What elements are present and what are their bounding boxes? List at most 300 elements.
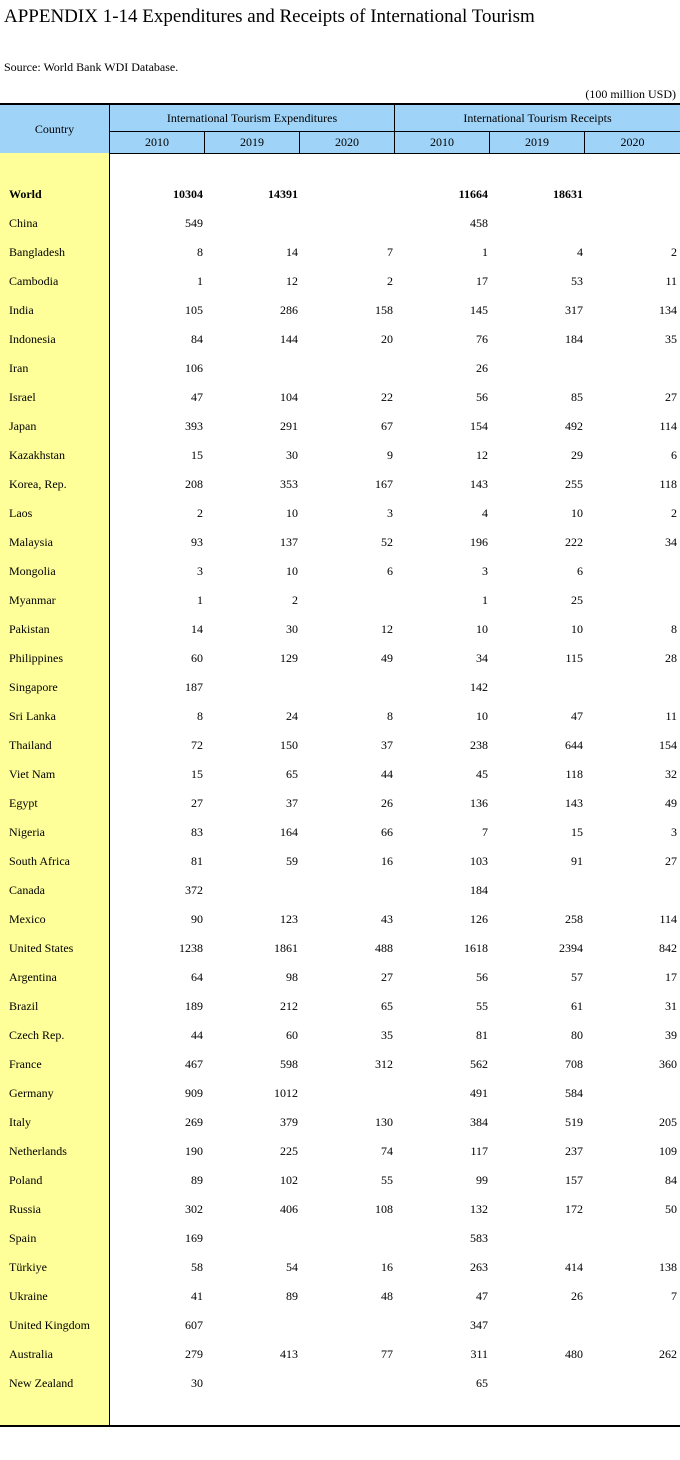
expenditure-2010-cell: 44 xyxy=(191,1028,203,1042)
expenditure-2010-cell: 105 xyxy=(185,303,203,317)
receipt-2020-cell: 27 xyxy=(665,854,677,868)
expenditure-2020-cell: 158 xyxy=(375,303,393,317)
country-name: Italy xyxy=(9,1115,31,1129)
receipt-2010-cell: 99 xyxy=(476,1173,488,1187)
expenditure-2010-cell: 8 xyxy=(197,709,203,723)
table-row xyxy=(0,412,680,441)
expenditure-2010-cell: 81 xyxy=(191,854,203,868)
source-note: Source: World Bank WDI Database. xyxy=(4,60,179,74)
header-exp-year-2019: 2019 xyxy=(205,131,300,153)
country-name: South Africa xyxy=(9,854,70,868)
expenditure-2019-cell: 2 xyxy=(292,593,298,607)
expenditure-2020-cell: 49 xyxy=(381,651,393,665)
expenditure-2010-cell: 1238 xyxy=(179,941,203,955)
receipt-2019-cell: 53 xyxy=(571,274,583,288)
receipt-2019-cell: 61 xyxy=(571,999,583,1013)
receipt-2010-cell: 142 xyxy=(470,680,488,694)
table-row xyxy=(0,876,680,905)
table-row xyxy=(0,847,680,876)
table-row xyxy=(0,789,680,818)
receipt-2010-cell: 136 xyxy=(470,796,488,810)
tourism-table xyxy=(0,103,680,1427)
country-name: Australia xyxy=(9,1347,53,1361)
receipt-2019-cell: 317 xyxy=(565,303,583,317)
receipt-2020-cell: 360 xyxy=(659,1057,677,1071)
table-row xyxy=(0,1108,680,1137)
receipt-2019-cell: 184 xyxy=(565,332,583,346)
country-name: Korea, Rep. xyxy=(9,477,67,491)
country-name: Thailand xyxy=(9,738,52,752)
expenditure-2019-cell: 30 xyxy=(286,448,298,462)
expenditure-2010-cell: 14 xyxy=(191,622,203,636)
expenditure-2019-cell: 30 xyxy=(286,622,298,636)
expenditure-2020-cell: 108 xyxy=(375,1202,393,1216)
table-row xyxy=(0,702,680,731)
expenditure-2019-cell: 59 xyxy=(286,854,298,868)
country-name: United States xyxy=(9,941,74,955)
country-name: Netherlands xyxy=(9,1144,67,1158)
receipt-2010-cell: 458 xyxy=(470,216,488,230)
expenditure-2019-cell: 102 xyxy=(280,1173,298,1187)
receipt-2019-cell: 85 xyxy=(571,390,583,404)
expenditure-2020-cell: 130 xyxy=(375,1115,393,1129)
table-row xyxy=(0,731,680,760)
expenditure-2019-cell: 291 xyxy=(280,419,298,433)
receipt-2020-cell: 8 xyxy=(671,622,677,636)
receipt-2020-cell: 3 xyxy=(671,825,677,839)
expenditure-2020-cell: 6 xyxy=(387,564,393,578)
receipt-2010-cell: 3 xyxy=(482,564,488,578)
expenditure-2019-cell: 123 xyxy=(280,912,298,926)
expenditure-2010-cell: 106 xyxy=(185,361,203,375)
country-name: World xyxy=(9,187,42,201)
expenditure-2019-cell: 104 xyxy=(280,390,298,404)
receipt-2019-cell: 10 xyxy=(571,506,583,520)
country-name: Brazil xyxy=(9,999,39,1013)
expenditure-2010-cell: 72 xyxy=(191,738,203,752)
receipt-2019-cell: 414 xyxy=(565,1260,583,1274)
expenditure-2020-cell: 48 xyxy=(381,1289,393,1303)
receipt-2019-cell: 480 xyxy=(565,1347,583,1361)
expenditure-2010-cell: 15 xyxy=(191,767,203,781)
receipt-2019-cell: 4 xyxy=(577,245,583,259)
table-row xyxy=(0,1311,680,1340)
receipt-2010-cell: 65 xyxy=(476,1376,488,1390)
expenditure-2010-cell: 190 xyxy=(185,1144,203,1158)
receipt-2020-cell: 35 xyxy=(665,332,677,346)
expenditure-2020-cell: 16 xyxy=(381,1260,393,1274)
table-row xyxy=(0,992,680,1021)
expenditure-2010-cell: 10304 xyxy=(173,187,203,201)
country-name: Argentina xyxy=(9,970,57,984)
expenditure-2010-cell: 89 xyxy=(191,1173,203,1187)
header-expenditures: International Tourism Expenditures xyxy=(110,105,395,131)
expenditure-2020-cell: 167 xyxy=(375,477,393,491)
receipt-2019-cell: 115 xyxy=(565,651,583,665)
receipt-2010-cell: 12 xyxy=(476,448,488,462)
expenditure-2020-cell: 7 xyxy=(387,245,393,259)
expenditure-2010-cell: 30 xyxy=(191,1376,203,1390)
expenditure-2019-cell: 14391 xyxy=(268,187,298,201)
receipt-2010-cell: 81 xyxy=(476,1028,488,1042)
receipt-2020-cell: 114 xyxy=(659,419,677,433)
receipt-2010-cell: 184 xyxy=(470,883,488,897)
country-name: United Kingdom xyxy=(9,1318,90,1332)
table-row xyxy=(0,818,680,847)
receipt-2019-cell: 25 xyxy=(571,593,583,607)
table-row xyxy=(0,1166,680,1195)
expenditure-2010-cell: 187 xyxy=(185,680,203,694)
receipt-2010-cell: 103 xyxy=(470,854,488,868)
receipt-2019-cell: 237 xyxy=(565,1144,583,1158)
country-name: Cambodia xyxy=(9,274,59,288)
receipt-2019-cell: 26 xyxy=(571,1289,583,1303)
expenditure-2020-cell: 16 xyxy=(381,854,393,868)
country-name: Czech Rep. xyxy=(9,1028,65,1042)
expenditure-2010-cell: 27 xyxy=(191,796,203,810)
receipt-2020-cell: 49 xyxy=(665,796,677,810)
expenditure-2019-cell: 598 xyxy=(280,1057,298,1071)
table-row xyxy=(0,1224,680,1253)
receipt-2010-cell: 562 xyxy=(470,1057,488,1071)
country-name: Iran xyxy=(9,361,29,375)
country-name: Bangladesh xyxy=(9,245,65,259)
country-name: Malaysia xyxy=(9,535,53,549)
receipt-2010-cell: 45 xyxy=(476,767,488,781)
table-row xyxy=(0,1021,680,1050)
expenditure-2019-cell: 1012 xyxy=(274,1086,298,1100)
expenditure-2010-cell: 607 xyxy=(185,1318,203,1332)
table-row xyxy=(0,1282,680,1311)
table-row xyxy=(0,615,680,644)
receipt-2019-cell: 492 xyxy=(565,419,583,433)
expenditure-2010-cell: 393 xyxy=(185,419,203,433)
expenditure-2020-cell: 43 xyxy=(381,912,393,926)
receipt-2019-cell: 29 xyxy=(571,448,583,462)
receipt-2010-cell: 196 xyxy=(470,535,488,549)
receipt-2010-cell: 10 xyxy=(476,709,488,723)
expenditure-2019-cell: 379 xyxy=(280,1115,298,1129)
receipt-2019-cell: 91 xyxy=(571,854,583,868)
expenditure-2019-cell: 353 xyxy=(280,477,298,491)
receipt-2010-cell: 17 xyxy=(476,274,488,288)
country-name: Pakistan xyxy=(9,622,50,636)
expenditure-2019-cell: 286 xyxy=(280,303,298,317)
table-row xyxy=(0,1079,680,1108)
receipt-2010-cell: 143 xyxy=(470,477,488,491)
expenditure-2019-cell: 1861 xyxy=(274,941,298,955)
header-rec-year-2020: 2020 xyxy=(620,135,645,149)
expenditure-2020-cell: 44 xyxy=(381,767,393,781)
expenditure-2010-cell: 2 xyxy=(197,506,203,520)
receipt-2020-cell: 205 xyxy=(659,1115,677,1129)
expenditure-2010-cell: 47 xyxy=(191,390,203,404)
receipt-2019-cell: 6 xyxy=(577,564,583,578)
country-name: Poland xyxy=(9,1173,43,1187)
header-exp-year-2010: 2010 xyxy=(110,131,205,153)
receipt-2010-cell: 1618 xyxy=(464,941,488,955)
expenditure-2020-cell: 77 xyxy=(381,1347,393,1361)
receipt-2020-cell: 34 xyxy=(665,535,677,549)
receipt-2019-cell: 708 xyxy=(565,1057,583,1071)
country-name: Nigeria xyxy=(9,825,45,839)
expenditure-2010-cell: 15 xyxy=(191,448,203,462)
table-row xyxy=(0,1050,680,1079)
receipt-2010-cell: 26 xyxy=(476,361,488,375)
receipt-2020-cell: 114 xyxy=(659,912,677,926)
receipt-2019-cell: 258 xyxy=(565,912,583,926)
table-row xyxy=(0,586,680,615)
expenditure-2020-cell: 65 xyxy=(381,999,393,1013)
receipt-2010-cell: 263 xyxy=(470,1260,488,1274)
receipt-2010-cell: 145 xyxy=(470,303,488,317)
receipt-2019-cell: 118 xyxy=(565,767,583,781)
receipt-2020-cell: 11 xyxy=(665,274,677,288)
country-name: New Zealand xyxy=(9,1376,74,1390)
receipt-2020-cell: 154 xyxy=(659,738,677,752)
expenditure-2020-cell: 67 xyxy=(381,419,393,433)
receipt-2020-cell: 28 xyxy=(665,651,677,665)
receipt-2020-cell: 2 xyxy=(671,245,677,259)
country-name: Laos xyxy=(9,506,33,520)
expenditure-2019-cell: 14 xyxy=(286,245,298,259)
receipt-2020-cell: 11 xyxy=(665,709,677,723)
receipt-2010-cell: 126 xyxy=(470,912,488,926)
country-name: Mexico xyxy=(9,912,46,926)
expenditure-2020-cell: 26 xyxy=(381,796,393,810)
table-row xyxy=(0,557,680,586)
country-name: Mongolia xyxy=(9,564,56,578)
expenditure-2010-cell: 269 xyxy=(185,1115,203,1129)
table-row xyxy=(0,325,680,354)
table-row xyxy=(0,499,680,528)
receipt-2020-cell: 17 xyxy=(665,970,677,984)
receipt-2010-cell: 132 xyxy=(470,1202,488,1216)
expenditure-2020-cell: 52 xyxy=(381,535,393,549)
expenditure-2019-cell: 129 xyxy=(280,651,298,665)
table-row xyxy=(0,673,680,702)
expenditure-2019-cell: 406 xyxy=(280,1202,298,1216)
table-row xyxy=(0,238,680,267)
expenditure-2020-cell: 74 xyxy=(381,1144,393,1158)
table-row xyxy=(0,1195,680,1224)
expenditure-2020-cell: 27 xyxy=(381,970,393,984)
receipt-2010-cell: 56 xyxy=(476,390,488,404)
unit-note: (100 million USD) xyxy=(585,87,676,101)
receipt-2020-cell: 109 xyxy=(659,1144,677,1158)
country-name: Sri Lanka xyxy=(9,709,56,723)
table-row xyxy=(0,441,680,470)
country-name: China xyxy=(9,216,38,230)
header-rec-year-2010: 2010 xyxy=(395,131,490,153)
receipt-2020-cell: 118 xyxy=(659,477,677,491)
receipt-2019-cell: 57 xyxy=(571,970,583,984)
expenditure-2010-cell: 467 xyxy=(185,1057,203,1071)
receipt-2010-cell: 7 xyxy=(482,825,488,839)
table-row xyxy=(0,296,680,325)
expenditure-2020-cell: 488 xyxy=(375,941,393,955)
country-name: Kazakhstan xyxy=(9,448,65,462)
receipt-2010-cell: 347 xyxy=(470,1318,488,1332)
receipt-2020-cell: 842 xyxy=(659,941,677,955)
expenditure-2020-cell: 2 xyxy=(387,274,393,288)
expenditure-2010-cell: 93 xyxy=(191,535,203,549)
table-row xyxy=(0,180,680,209)
receipt-2019-cell: 80 xyxy=(571,1028,583,1042)
expenditure-2020-cell: 37 xyxy=(381,738,393,752)
receipt-2010-cell: 117 xyxy=(470,1144,488,1158)
receipt-2010-cell: 583 xyxy=(470,1231,488,1245)
receipt-2020-cell: 262 xyxy=(659,1347,677,1361)
receipt-2019-cell: 143 xyxy=(565,796,583,810)
receipt-2019-cell: 255 xyxy=(565,477,583,491)
expenditure-2010-cell: 169 xyxy=(185,1231,203,1245)
country-name: Israel xyxy=(9,390,36,404)
expenditure-2010-cell: 189 xyxy=(185,999,203,1013)
receipt-2020-cell: 134 xyxy=(659,303,677,317)
table-row xyxy=(0,383,680,412)
table-body xyxy=(0,180,680,1398)
receipt-2010-cell: 76 xyxy=(476,332,488,346)
expenditure-2019-cell: 225 xyxy=(280,1144,298,1158)
expenditure-2019-cell: 144 xyxy=(280,332,298,346)
receipt-2010-cell: 491 xyxy=(470,1086,488,1100)
receipt-2019-cell: 10 xyxy=(571,622,583,636)
receipt-2020-cell: 32 xyxy=(665,767,677,781)
receipt-2020-cell: 31 xyxy=(665,999,677,1013)
country-name: Spain xyxy=(9,1231,37,1245)
receipt-2019-cell: 222 xyxy=(565,535,583,549)
table-row xyxy=(0,528,680,557)
country-name: India xyxy=(9,303,34,317)
table-row xyxy=(0,1340,680,1369)
receipt-2010-cell: 11664 xyxy=(458,187,488,201)
receipt-2019-cell: 519 xyxy=(565,1115,583,1129)
expenditure-2019-cell: 24 xyxy=(286,709,298,723)
table-row xyxy=(0,760,680,789)
country-name: Japan xyxy=(9,419,37,433)
receipt-2020-cell: 27 xyxy=(665,390,677,404)
receipt-2019-cell: 18631 xyxy=(553,187,583,201)
receipt-2019-cell: 2394 xyxy=(559,941,583,955)
receipt-2010-cell: 238 xyxy=(470,738,488,752)
country-name: Russia xyxy=(9,1202,42,1216)
expenditure-2010-cell: 909 xyxy=(185,1086,203,1100)
expenditure-2010-cell: 372 xyxy=(185,883,203,897)
receipt-2010-cell: 47 xyxy=(476,1289,488,1303)
receipt-2010-cell: 311 xyxy=(470,1347,488,1361)
expenditure-2010-cell: 83 xyxy=(191,825,203,839)
table-row xyxy=(0,209,680,238)
receipt-2010-cell: 1 xyxy=(482,245,488,259)
receipt-2020-cell: 50 xyxy=(665,1202,677,1216)
expenditure-2020-cell: 35 xyxy=(381,1028,393,1042)
receipt-2020-cell: 6 xyxy=(671,448,677,462)
table-row xyxy=(0,267,680,296)
expenditure-2010-cell: 60 xyxy=(191,651,203,665)
receipt-2019-cell: 584 xyxy=(565,1086,583,1100)
receipt-2020-cell: 84 xyxy=(665,1173,677,1187)
country-name: Indonesia xyxy=(9,332,56,346)
table-row xyxy=(0,1253,680,1282)
expenditure-2019-cell: 60 xyxy=(286,1028,298,1042)
expenditure-2019-cell: 164 xyxy=(280,825,298,839)
receipt-2019-cell: 157 xyxy=(565,1173,583,1187)
expenditure-2019-cell: 98 xyxy=(286,970,298,984)
expenditure-2019-cell: 150 xyxy=(280,738,298,752)
receipt-2020-cell: 138 xyxy=(659,1260,677,1274)
expenditure-2010-cell: 208 xyxy=(185,477,203,491)
receipt-2010-cell: 384 xyxy=(470,1115,488,1129)
country-name: Ukraine xyxy=(9,1289,48,1303)
expenditure-2020-cell: 66 xyxy=(381,825,393,839)
table-row xyxy=(0,354,680,383)
country-name: Canada xyxy=(9,883,45,897)
table-row xyxy=(0,1369,680,1398)
expenditure-2020-cell: 312 xyxy=(375,1057,393,1071)
table-row xyxy=(0,905,680,934)
table-bottom-rule xyxy=(0,1425,680,1427)
table-row xyxy=(0,1137,680,1166)
expenditure-2010-cell: 64 xyxy=(191,970,203,984)
country-name: Türkiye xyxy=(9,1260,47,1274)
receipt-2010-cell: 154 xyxy=(470,419,488,433)
receipt-2019-cell: 644 xyxy=(565,738,583,752)
receipt-2020-cell: 2 xyxy=(671,506,677,520)
header-country: Country xyxy=(0,105,110,153)
header-rec-year-2019: 2019 xyxy=(490,131,585,153)
expenditure-2010-cell: 41 xyxy=(191,1289,203,1303)
header-exp-year-2020: 2020 xyxy=(300,131,395,153)
expenditure-2020-cell: 9 xyxy=(387,448,393,462)
expenditure-2020-cell: 55 xyxy=(381,1173,393,1187)
expenditure-2019-cell: 65 xyxy=(286,767,298,781)
expenditure-2020-cell: 3 xyxy=(387,506,393,520)
expenditure-2010-cell: 8 xyxy=(197,245,203,259)
expenditure-2010-cell: 84 xyxy=(191,332,203,346)
receipt-2020-cell: 39 xyxy=(665,1028,677,1042)
country-name: Germany xyxy=(9,1086,54,1100)
expenditure-2019-cell: 12 xyxy=(286,274,298,288)
receipt-2010-cell: 34 xyxy=(476,651,488,665)
expenditure-2010-cell: 3 xyxy=(197,564,203,578)
header-receipts: International Tourism Receipts xyxy=(463,111,612,125)
table-row xyxy=(0,470,680,499)
table-row xyxy=(0,644,680,673)
expenditure-2010-cell: 279 xyxy=(185,1347,203,1361)
receipt-2019-cell: 15 xyxy=(571,825,583,839)
country-name: Myanmar xyxy=(9,593,56,607)
expenditure-2010-cell: 58 xyxy=(191,1260,203,1274)
expenditure-2010-cell: 1 xyxy=(197,274,203,288)
receipt-2010-cell: 4 xyxy=(482,506,488,520)
expenditure-2010-cell: 1 xyxy=(197,593,203,607)
country-name: Singapore xyxy=(9,680,58,694)
country-name: Philippines xyxy=(9,651,64,665)
expenditure-2019-cell: 37 xyxy=(286,796,298,810)
receipt-2010-cell: 1 xyxy=(482,593,488,607)
expenditure-2010-cell: 90 xyxy=(191,912,203,926)
expenditure-2010-cell: 302 xyxy=(185,1202,203,1216)
expenditure-2020-cell: 22 xyxy=(381,390,393,404)
expenditure-2019-cell: 10 xyxy=(286,564,298,578)
receipt-2010-cell: 10 xyxy=(476,622,488,636)
country-name: France xyxy=(9,1057,42,1071)
table-row xyxy=(0,963,680,992)
page-title: APPENDIX 1-14 Expenditures and Receipts of International Tourism xyxy=(4,6,535,27)
receipt-2010-cell: 55 xyxy=(476,999,488,1013)
receipt-2010-cell: 56 xyxy=(476,970,488,984)
